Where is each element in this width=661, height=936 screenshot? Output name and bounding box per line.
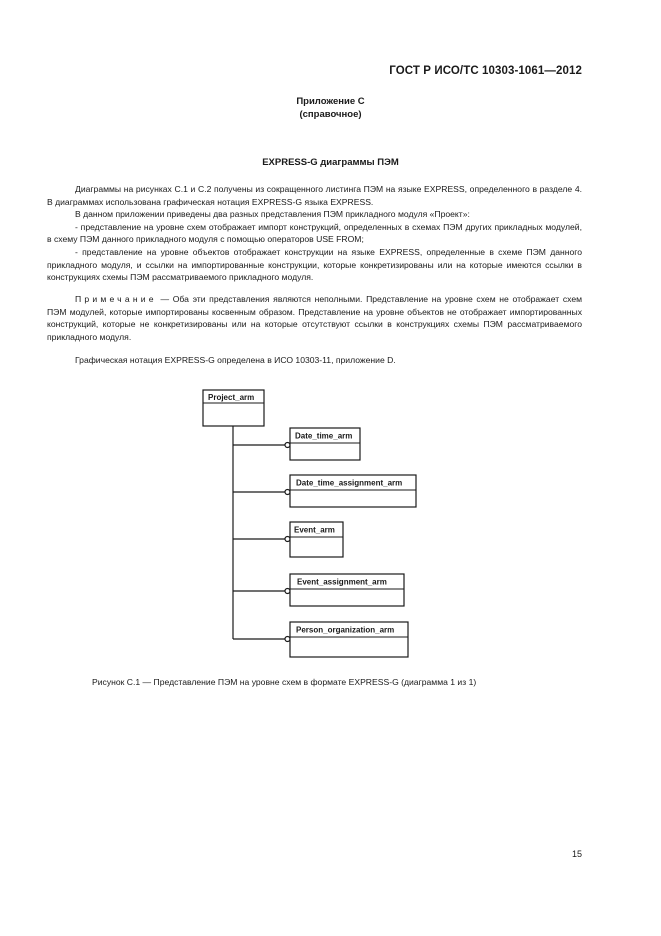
schema-box-person-organization-arm: [233, 622, 408, 657]
schema-box-date-time-assignment-arm: [233, 475, 416, 507]
schema-label-root: Project_arm: [208, 393, 255, 402]
schema-label: Date_time_assignment_arm: [296, 478, 403, 488]
reference-circle-icon: [285, 537, 290, 542]
paragraph-notation: Графическая нотация EXPRESS-G определена в ИСО 10303-11, приложение D.: [75, 355, 396, 365]
reference-circle-icon: [285, 589, 290, 594]
schema-box-project-arm: [203, 390, 264, 426]
annex-title: Приложение С: [296, 96, 365, 107]
schema-box-event-arm: [233, 522, 343, 557]
schema-box-event-assignment-arm: [233, 574, 404, 606]
paragraph-diagrams: Диаграммы на рисунках С.1 и С.2 получены из сокращенного листинга ПЭМ на языке EXPRESS, определенного в разделе 4. В диаграммах использована графическая нотация EXPRESS-G языка EXPRESS.: [47, 184, 582, 207]
reference-circle-icon: [285, 637, 290, 642]
schema-label: Event_arm: [294, 525, 335, 535]
note-label: Примечание: [75, 294, 157, 304]
figure-caption: Рисунок С.1 — Представление ПЭМ на уровне схем в формате EXPRESS-G (диаграмма 1 из 1): [92, 677, 477, 687]
paragraph-representations: В данном приложении приведены два разных представления ПЭМ прикладного модуля «Проект»:: [75, 209, 470, 220]
section-title: EXPRESS-G диаграммы ПЭМ: [262, 157, 399, 168]
paragraph-schema-level: - представление на уровне схем отображает импорт конструкций, определенных в схемах ПЭМ других прикладных модулей, в схему ПЭМ данного прикладного модуля с помощью операторов USE FROM;: [47, 221, 582, 245]
note-text: — Оба эти представления являются неполными. Представление на уровне схем не отображает схем ПЭМ модулей, которые импортированы косвенным образом. Представление на уровне объектов не отображает импортированных конструкций, которые не конкретизированы или на которые отсутствуют ссылки в конструкциях схемы ПЭМ рассматриваемого прикладного модуля.: [47, 294, 583, 342]
annex-subtitle: (справочное): [299, 109, 362, 120]
schema-label: Person_organization_arm: [296, 625, 395, 635]
schema-label: Date_time_arm: [295, 431, 353, 441]
page-number: 15: [571, 849, 582, 859]
schema-box-date-time-arm: [233, 428, 360, 460]
schema-label: Event_assignment_arm: [297, 577, 387, 587]
reference-circle-icon: [285, 490, 290, 495]
standard-number: ГОСТ Р ИСО/ТС 10303-1061—2012: [389, 65, 582, 77]
reference-circle-icon: [285, 443, 290, 448]
paragraph-entity-level: - представление на уровне объектов отображает конструкции на языке EXPRESS, определенные в схеме ПЭМ данного прикладного модуля, и ссылки на импортированные конструкции, которые конкретизированы или на которые имеются ссылки в конструкциях схемы ПЭМ рассматриваемого прикладного модуля.: [47, 246, 582, 283]
